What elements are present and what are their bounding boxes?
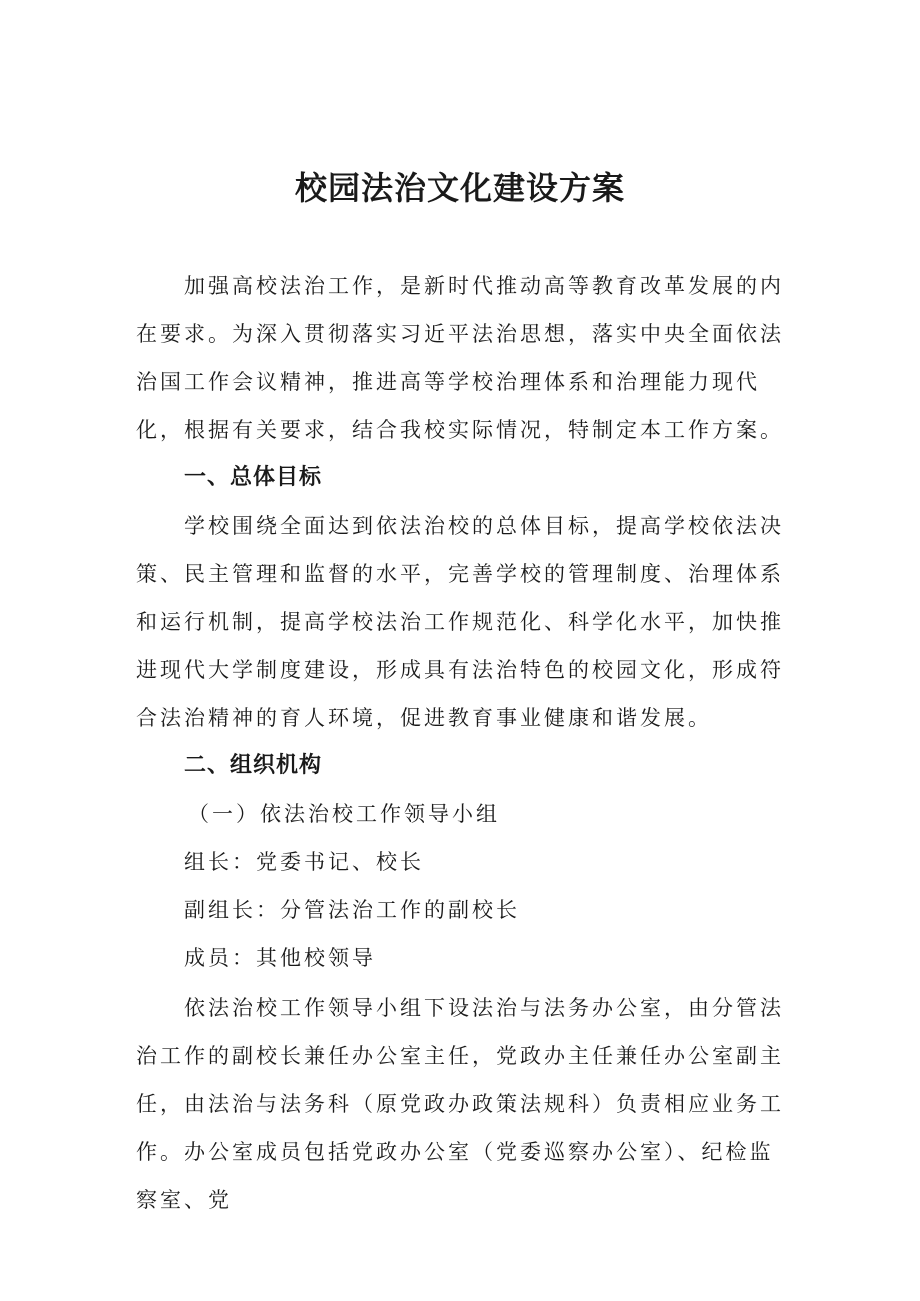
group-members-line: 成员：其他校领导 — [184, 946, 376, 970]
leading-group-subheading: （一）依法治校工作领导小组 — [188, 802, 500, 826]
document-title: 校园法治文化建设方案 — [294, 169, 625, 207]
intro-paragraph: 加强高校法治工作，是新时代推动高等教育改革发展的内在要求。为深入贯彻落实习近平法治思想，落实中央全面依法治国工作会议精神，推进高等学校治理体系和治理能力现代化，根据有关要求，结合我校实际情况，特制定本工作方案。 — [136, 274, 784, 442]
section-2-paragraph: 依法治校工作领导小组下设法治与法务办公室，由分管法治工作的副校长兼任办公室主任，党政办主任兼任办公室副主任，由法治与法务科（原党政办政策法规科）负责相应业务工作。办公室成员包括党政办公室（党委巡察办公室）、纪检监察室、党 — [136, 996, 784, 1212]
section-2-heading: 二、组织机构 — [184, 753, 323, 778]
group-leader-line: 组长：党委书记、校长 — [184, 850, 424, 874]
section-1-paragraph: 学校围绕全面达到依法治校的总体目标，提高学校依法决策、民主管理和监督的水平，完善学校的管理制度、治理体系和运行机制，提高学校法治工作规范化、科学化水平，加快推进现代大学制度建设，形成具有法治特色的校园文化，形成符合法治精神的育人环境，促进教育事业健康和谐发展。 — [136, 514, 784, 730]
group-deputy-line: 副组长：分管法治工作的副校长 — [184, 898, 520, 922]
section-1-heading: 一、总体目标 — [184, 465, 323, 490]
